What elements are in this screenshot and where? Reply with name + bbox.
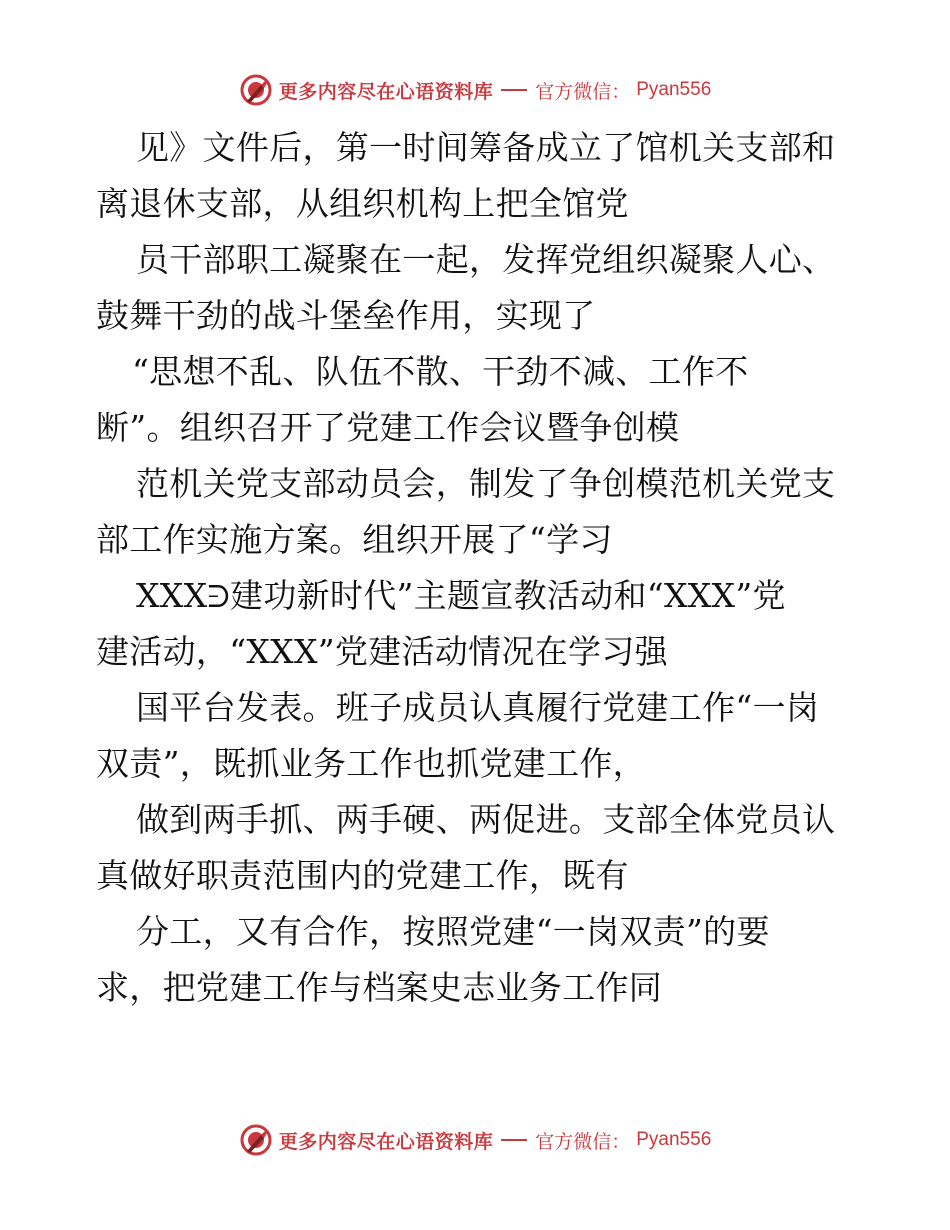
- text-line: 员干部职工凝聚在一起，发挥党组织凝聚人心、: [136, 240, 836, 279]
- text-line: 鼓舞干劲的战斗堡垒作用，实现了: [96, 296, 596, 335]
- banner-wechat-id: Pyan556: [636, 79, 712, 100]
- text-line: 真做好职责范围内的党建工作，既有: [96, 856, 629, 895]
- text-line: “思想不乱、队伍不散、干劲不减、工作不: [132, 352, 749, 391]
- text-line: 双责”，既抓业务工作也抓党建工作，: [96, 744, 646, 783]
- banner-slogan: 更多内容尽在心语资料库: [278, 1130, 494, 1153]
- text-line: 建活动，“XXX”党建活动情况在学习强: [96, 632, 668, 671]
- text-line: 离退休支部，从组织机构上把全馆党: [96, 184, 629, 223]
- document-body: [96, 120, 866, 1016]
- banner-dash: [501, 89, 527, 91]
- text-line: 国平台发表。班子成员认真履行党建工作“一岗: [136, 688, 820, 727]
- banner-dash: [501, 1139, 527, 1141]
- pen-circle-icon: [239, 1123, 273, 1157]
- banner-wechat-id: Pyan556: [636, 1129, 712, 1150]
- placeholder-text: XXX: [136, 576, 208, 615]
- text-line: 做到两手抓、两手硬、两促进。支部全体党员认: [136, 800, 836, 839]
- text-line: 分工，又有合作，按照党建“一岗双责”的要: [136, 912, 770, 951]
- pen-circle-icon: [239, 73, 273, 107]
- text-line: 部工作实施方案。组织开展了“学习: [96, 520, 613, 559]
- banner-slogan: 更多内容尽在心语资料库: [278, 80, 494, 103]
- text-line: 见》文件后，第一时间筹备成立了馆机关支部和: [136, 128, 836, 167]
- banner-wechat-label: 官方微信：: [535, 80, 631, 103]
- header-banner: [0, 70, 950, 110]
- banner-wechat-label: 官方微信：: [535, 1130, 631, 1153]
- text-line: 断”。组织召开了党建工作会议暨争创模: [96, 408, 680, 447]
- text-segment: 建功新时代”主题宣教活动和“XXX”党: [230, 576, 786, 615]
- text-line-mixed: [96, 568, 866, 624]
- text-line: 范机关党支部动员会，制发了争创模范机关党支: [136, 464, 836, 503]
- swirl-glyph: ᕭ: [207, 580, 231, 615]
- footer-banner: [0, 1120, 950, 1160]
- text-line: 求，把党建工作与档案史志业务工作同: [96, 968, 663, 1007]
